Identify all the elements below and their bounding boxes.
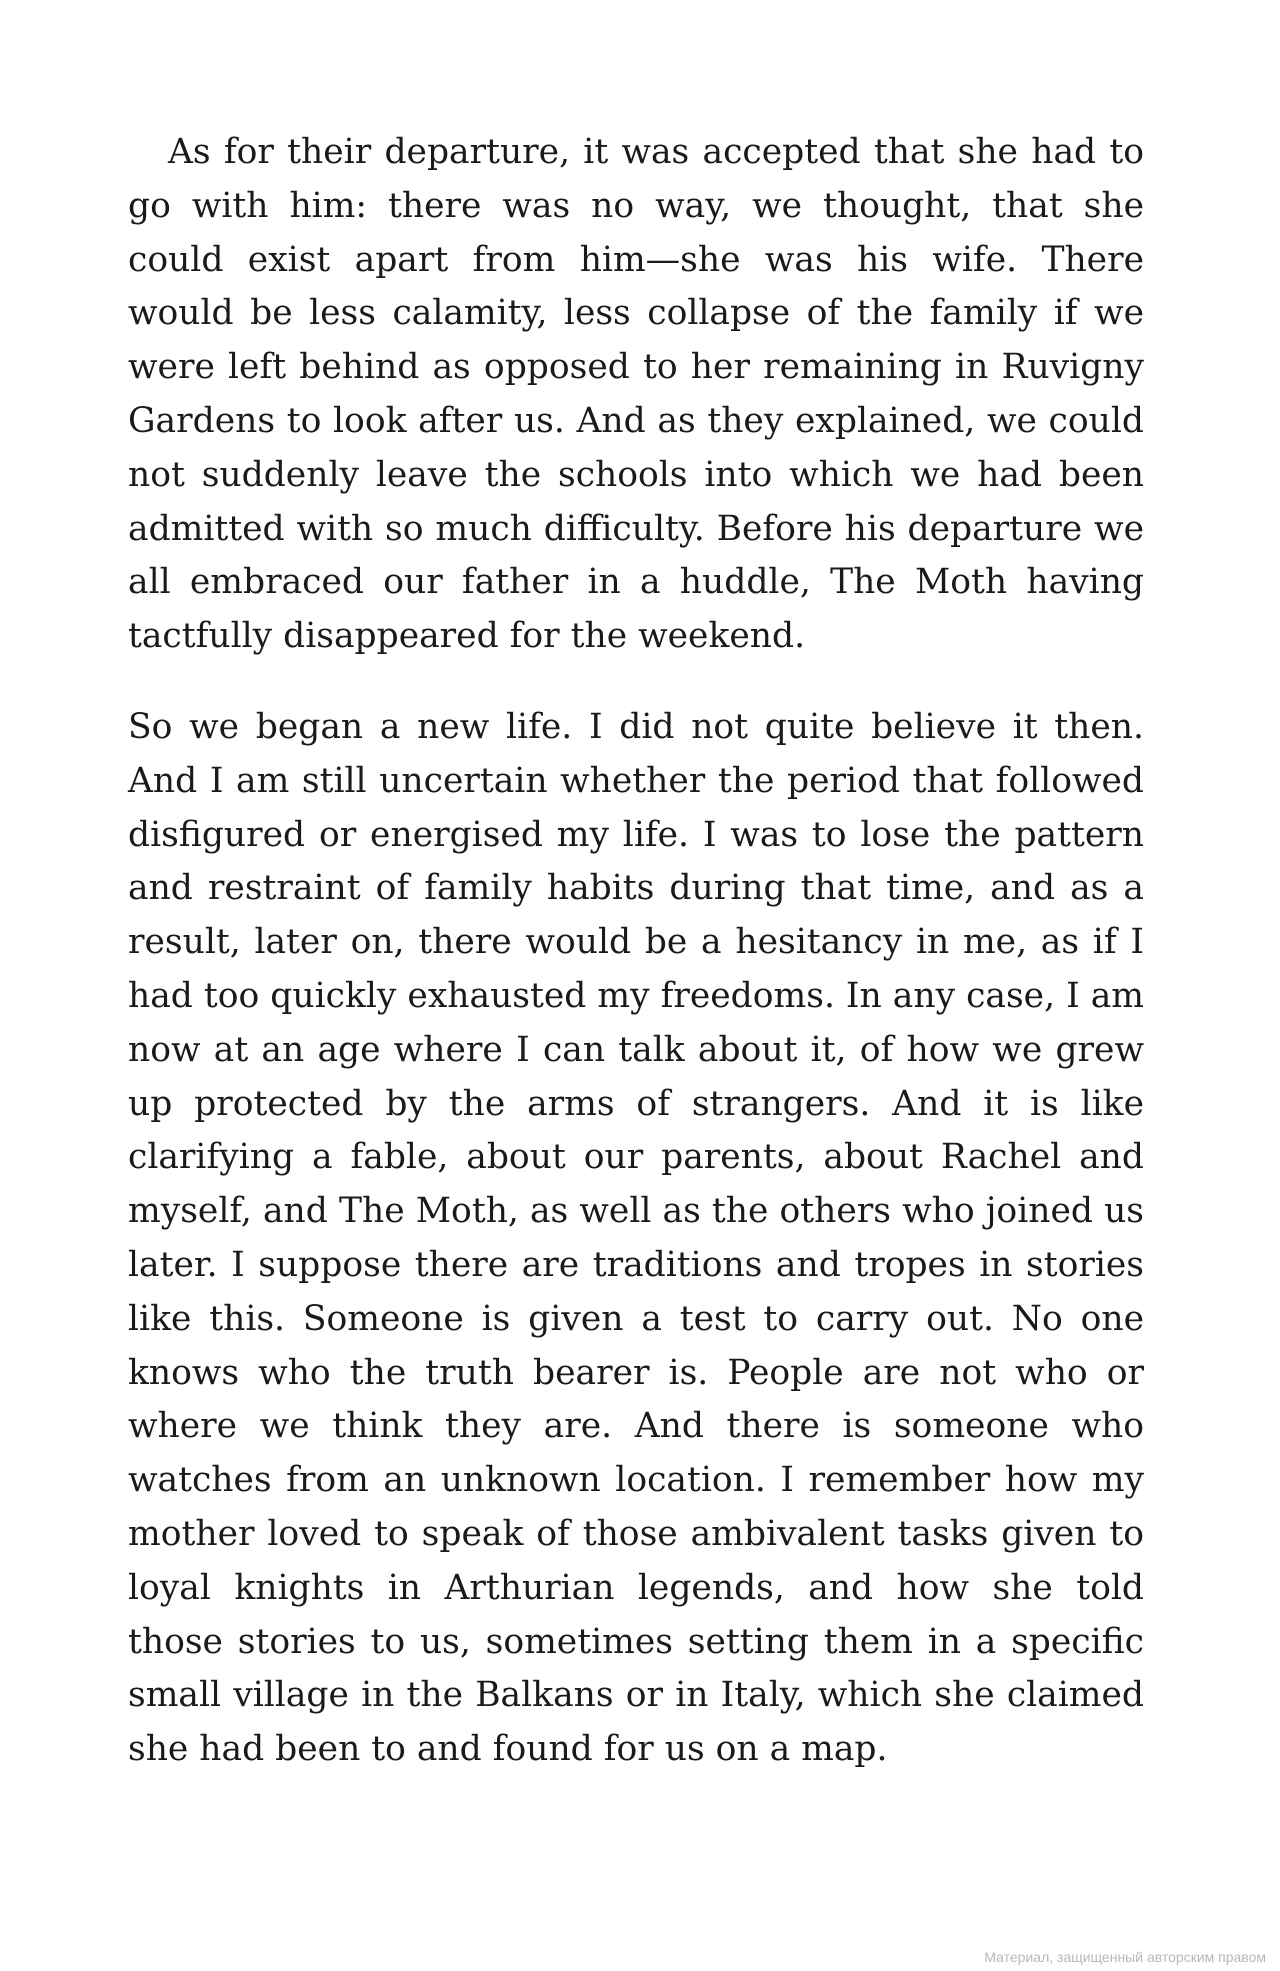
copyright-watermark: Материал, защищенный авторским правом (984, 1949, 1266, 1965)
text-column (128, 126, 1144, 1777)
paragraph-1: As for their departure, it was accepted that she had to go with him: there was no way, we thought, that she could exist apart from him—she was his wife. There would be less calamity, less collapse of the family if we were left behind as opposed to her remaining in Ruvigny Gardens to look after us. And as they explained, we could not suddenly leave the schools into which we had been admitted with so much difficulty. Before his departure we all embraced our father in a huddle, The Moth having tactfully disappeared for the weekend. (128, 132, 1144, 657)
paragraph-2: So we began a new life. I did not quite believe it then. And I am still uncertain whether the period that followed disfigured or energised my life. I was to lose the pattern and restraint of family habits during that time, and as a result, later on, there would be a hesitancy in me, as if I had too quickly exhausted my freedoms. In any case, I am now at an age where I can talk about it, of how we grew up protected by the arms of strangers. And it is like clarifying a fable, about our parents, about Rachel and myself, and The Moth, as well as the others who joined us later. I suppose there are traditions and tropes in stories like this. Someone is given a test to carry out. No one knows who the truth bearer is. People are not who or where we think they are. And there is someone who watches from an unknown location. I remember how my mother loved to speak of those ambivalent tasks given to loyal knights in Arthurian legends, and how she told those stories to us, sometimes setting them in a specific small village in the Balkans or in Italy, which she claimed she had been to and found for us on a map. (128, 706, 1144, 1770)
